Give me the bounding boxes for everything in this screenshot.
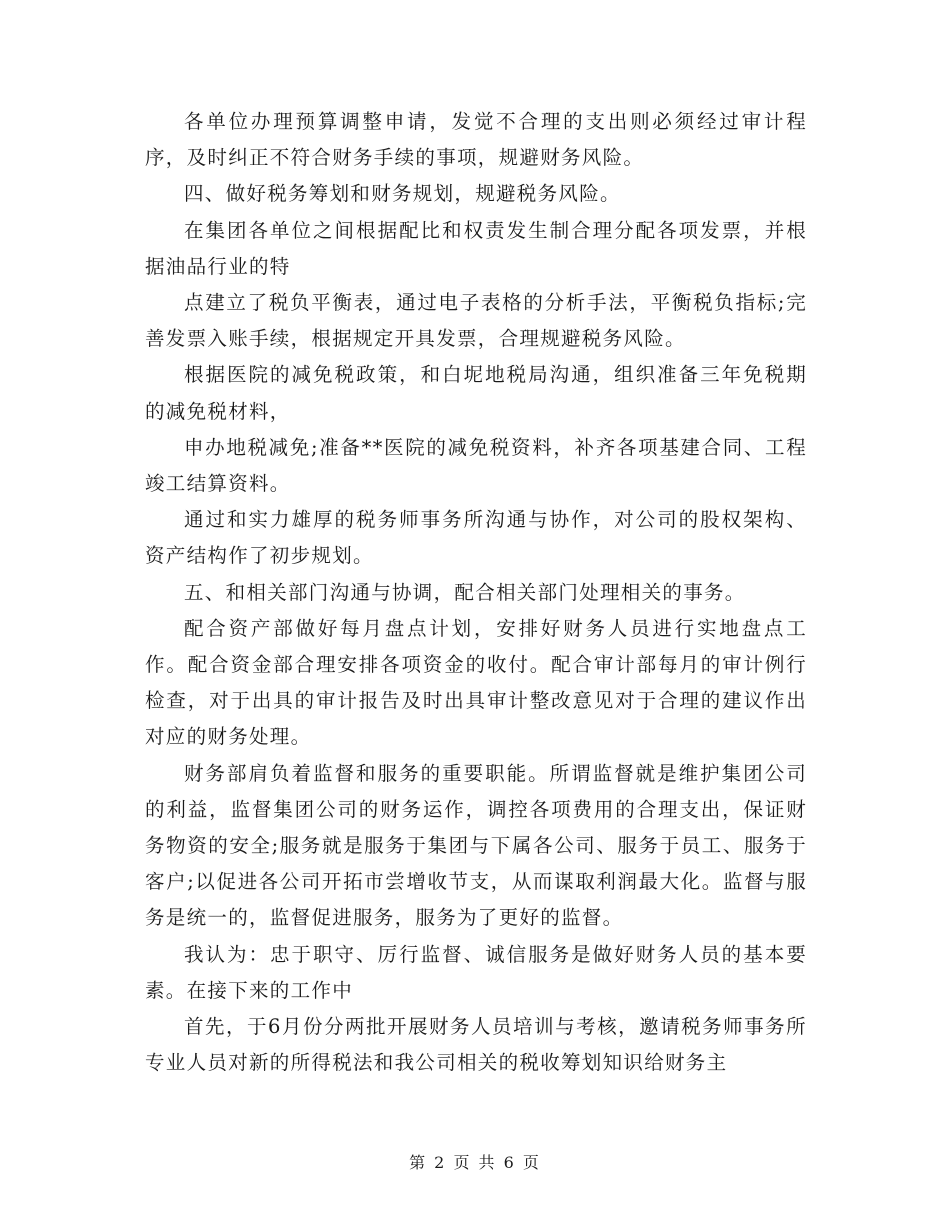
paragraph-5: 根据医院的减免税政策，和白坭地税局沟通，组织准备三年免税期的减免税材料， — [145, 363, 807, 423]
paragraph-7: 通过和实力雄厚的税务师事务所沟通与协作，对公司的股权架构、资产结构作了初步规划。 — [145, 508, 807, 568]
paragraph-11: 我认为：忠于职守、厉行监督、诚信服务是做好财务人员的基本要素。在接下来的工作中 — [145, 942, 807, 1002]
paragraph-10: 财务部肩负着监督和服务的重要职能。所谓监督就是维护集团公司的利益，监督集团公司的财务运作，调控各项费用的合理支出，保证财务物资的安全;服务就是服务于集团与下属各公司、服务于员工、服务于客户;以促进各公司开拓市尝增收节支，从而谋取利润最大化。监督与服务是统一的，监督促进服务，服务为了更好的监督。 — [145, 761, 807, 930]
document-body — [145, 104, 807, 1081]
paragraph-9: 配合资产部做好每月盘点计划，安排好财务人员进行实地盘点工作。配合资金部合理安排各项资金的收付。配合审计部每月的审计例行检查，对于出具的审计报告及时出具审计整改意见对于合理的建议作出对应的财务处理。 — [145, 616, 807, 749]
paragraph-1: 各单位办理预算调整申请，发觉不合理的支出则必须经过审计程序，及时纠正不符合财务手续的事项，规避财务风险。 — [145, 110, 807, 170]
paragraph-3: 在集团各单位之间根据配比和权责发生制合理分配各项发票，并根据油品行业的特 — [145, 218, 807, 278]
section-heading-4: 四、做好税务筹划和财务规划，规避税务风险。 — [184, 182, 621, 206]
paragraph-6: 申办地税减免;准备**医院的减免税资料，补齐各项基建合同、工程竣工结算资料。 — [145, 435, 807, 496]
paragraph-4: 点建立了税负平衡表，通过电子表格的分析手法，平衡税负指标;完善发票入账手续，根据规定开具发票，合理规避税务风险。 — [145, 291, 807, 351]
section-heading-5: 五、和相关部门沟通与协调，配合相关部门处理相关的事务。 — [184, 580, 746, 604]
paragraph-12: 首先，于6月份分两批开展财务人员培训与考核，邀请税务师事务所专业人员对新的所得税法和我公司相关的税收筹划知识给财务主 — [145, 1015, 807, 1075]
page-number-footer: 第 2 页 共 6 页 — [409, 1153, 541, 1172]
